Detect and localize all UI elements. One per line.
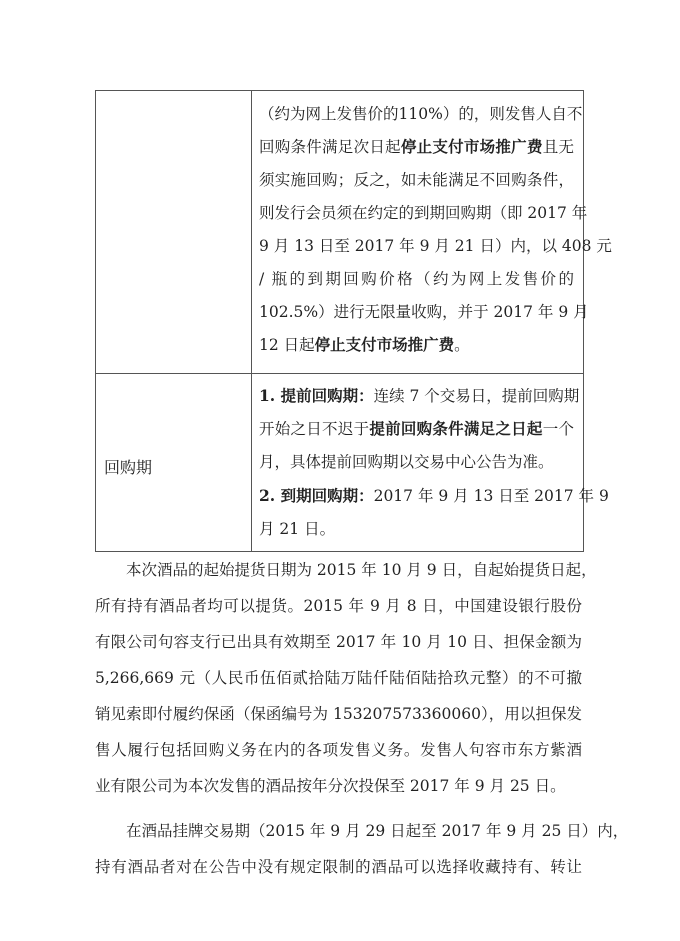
- row1-line-1: （约为网上发售价的110%）的，则发售人自不: [259, 105, 583, 123]
- early-buyback-line-1: 1. 提前回购期：连续 7 个交易日，提前回购期: [259, 386, 580, 405]
- row1-line-5: 9 月 13 日至 2017 年 9 月 21 日）内，以 408 元: [259, 237, 612, 255]
- paragraph-2-line-1: 在酒品挂牌交易期（2015 年 9 月 29 日起至 2017 年 9 月 25 日）内，: [126, 822, 629, 840]
- paragraph-1-line-5: 销见索即付履约保函（保函编号为 153207573360060），用以担保发: [95, 705, 582, 723]
- paragraph-1-line-4: 5,266,669 元（人民币伍佰贰拾陆万陆仟陆佰陆拾玖元整）的不可撤: [95, 669, 582, 687]
- row1-line-4: 则发行会员须在约定的到期回购期（即 2017 年: [259, 204, 588, 222]
- stop-fee-text: 停止支付市场推广费: [400, 137, 543, 156]
- due-buyback-line-1: 2. 到期回购期：2017 年 9 月 13 日至 2017 年 9: [259, 486, 609, 505]
- early-buyback-line-3: 月，具体提前回购期以交易中心公告为准。: [259, 453, 554, 471]
- due-buyback-title: 2. 到期回购期：: [259, 486, 374, 505]
- row1-line-7: 102.5%）进行无限量收购，并于 2017 年 9 月: [259, 303, 589, 321]
- row1-line-8: 12 日起停止支付市场推广费。: [259, 335, 470, 354]
- buyback-table: [95, 90, 612, 552]
- paragraph-1-line-6: 售人履行包括回购义务在内的各项发售义务。发售人句容市东方紫酒: [95, 741, 582, 759]
- paragraph-1-line-3: 有限公司句容支行已出具有效期至 2017 年 10 月 10 日、担保金额为: [95, 633, 582, 651]
- early-buyback-title: 1. 提前回购期：: [259, 386, 374, 405]
- table-row-divider: [96, 373, 583, 374]
- row1-line-2: 回购条件满足次日起停止支付市场推广费且无: [259, 137, 574, 156]
- due-buyback-line-2: 月 21 日。: [259, 520, 336, 538]
- paragraph-1-line-2: 所有持有酒品者均可以提货。2015 年 9 月 8 日，中国建设银行股份: [95, 597, 582, 615]
- buyback-period-label: 回购期: [104, 458, 153, 477]
- row1-line-3: 须实施回购；反之，如未能满足不回购条件，: [259, 171, 574, 189]
- table-column-divider: [251, 91, 252, 551]
- paragraph-2-line-2: 持有酒品者对在公告中没有规定限制的酒品可以选择收藏持有、转让: [95, 858, 582, 876]
- paragraph-1-line-7: 业有限公司为本次发售的酒品按年分次投保至 2017 年 9 月 25 日。: [95, 777, 566, 795]
- row1-line-6: / 瓶的到期回购价格（约为网上发售价的: [259, 270, 574, 288]
- early-buyback-line-2: 开始之日不迟于提前回购条件满足之日起一个: [259, 419, 574, 438]
- stop-fee-text: 停止支付市场推广费: [314, 335, 455, 354]
- paragraph-1-line-1: 本次酒品的起始提货日期为 2015 年 10 月 9 日，自起始提货日起，: [126, 561, 597, 579]
